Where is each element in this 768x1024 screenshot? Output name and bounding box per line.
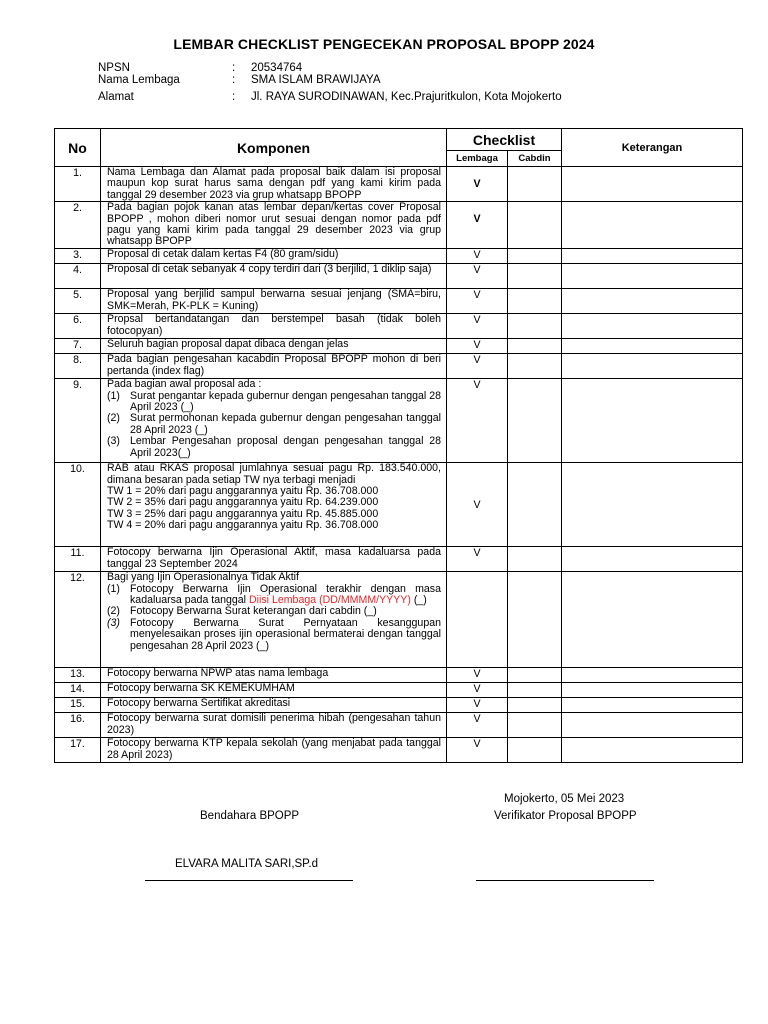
signer-role-left: Bendahara BPOPP <box>200 810 300 822</box>
signing-date: Mojokerto, 05 Mei 2023 <box>504 793 625 805</box>
lembaga-check: V <box>447 202 508 249</box>
lembaga-check: V <box>447 738 508 763</box>
keterangan-cell <box>562 572 743 668</box>
cabdin-check <box>508 379 562 463</box>
lembaga-check: V <box>447 463 508 547</box>
keterangan-cell <box>562 202 743 249</box>
keterangan-cell <box>562 547 743 572</box>
table-row: 11. Fotocopy berwarna Ijin Operasional Aktif, masa kadaluarsa pada tanggal 23 September 2024 V <box>55 547 743 572</box>
table-row: 7. Seluruh bagian proposal dapat dibaca dengan jelas V <box>55 339 743 354</box>
cabdin-check <box>508 202 562 249</box>
table-row: 9. Pada bagian awal proposal ada : (1) Surat pengantar kepada gubernur dengan pengesahan tanggal 28 April 2023 (_) (2) Surat permohonan kepada gubernur dengan pengesahan tanggal 28 April 2023 (_) (3) Lembar Pengesahan proposal dengan pengesahan tanggal 28 April 2023(_) V <box>55 379 743 463</box>
keterangan-cell <box>562 738 743 763</box>
keterangan-cell <box>562 683 743 698</box>
header-lembaga: Lembaga <box>447 151 508 167</box>
signature-line-right <box>476 880 654 881</box>
table-row: 10. RAB atau RKAS proposal jumlahnya sesuai pagu Rp. 183.540.000, dimana besaran pada setiap TW nya terbagi menjadi TW 1 = 20% dari pagu anggarannya yaitu Rp. 36.708.000 TW 2 = 35% dari pagu anggarannya yaitu Rp. 64.239.000 TW 3 = 25% dari pagu anggarannya yaitu Rp. 45.885.000 TW 4 = 20% dari pagu anggarannya yaitu Rp. 36.708.000 V <box>55 463 743 547</box>
keterangan-cell <box>562 713 743 738</box>
cabdin-check <box>508 289 562 314</box>
lembaga-check: V <box>447 289 508 314</box>
keterangan-cell <box>562 289 743 314</box>
cabdin-check <box>508 167 562 202</box>
lembaga-check: V <box>447 354 508 379</box>
header-no: No <box>55 129 101 167</box>
header-cabdin: Cabdin <box>508 151 562 167</box>
sub-list <box>107 391 441 459</box>
cabdin-check <box>508 547 562 572</box>
list-item: (1) Fotocopy Berwarna Ijin Operasional terakhir dengan masa kadaluarsa pada tanggal Diisi Lembaga (DD/MMMM/YYYY) (_) <box>107 582 441 607</box>
cabdin-check <box>508 572 562 668</box>
list-item: (3) Lembar Pengesahan proposal dengan pengesahan tanggal 28 April 2023(_) <box>107 435 441 459</box>
table-row: 1. Nama Lembaga dan Alamat pada proposal baik dalam isi proposal maupun kop surat harus sama dengan pdf yang kami kirim pada tanggal 29 desember 2023 via grup whatsapp BPOPP V <box>55 167 743 202</box>
lembaga-check: V <box>447 264 508 289</box>
cabdin-check <box>508 738 562 763</box>
cabdin-check <box>508 683 562 698</box>
table-row: 12. Bagi yang Ijin Operasionalnya Tidak Aktif (1) Fotocopy Berwarna Ijin Operasional terakhir dengan masa kadaluarsa pada tanggal Diisi Lembaga (DD/MMMM/YYYY) (_) (2) Fotocopy Berwarna Surat keterangan dari cabdin (_) (3) Fotocopy Berwarna Surat Pernyataan kesanggupan menyelesaikan proses ijin operasional bermaterai dengan tanggal pengesahan 28 April 2023 (_) <box>55 572 743 668</box>
lembaga-check: V <box>447 167 508 202</box>
signer-role-right: Verifikator Proposal BPOPP <box>494 810 637 822</box>
table-row: 14. Fotocopy berwarna SK KEMEKUMHAM V <box>55 683 743 698</box>
sub-list <box>107 584 441 652</box>
lembaga-check: V <box>447 713 508 738</box>
cabdin-check <box>508 264 562 289</box>
cabdin-check <box>508 314 562 339</box>
list-item: (1) Surat pengantar kepada gubernur dengan pengesahan tanggal 28 April 2023 (_) <box>107 389 442 414</box>
keterangan-cell <box>562 314 743 339</box>
list-item: (3) Fotocopy Berwarna Surat Pernyataan kesanggupan menyelesaikan proses ijin operasional bermaterai dengan tanggal pengesahan 28 April 2023 (_) <box>107 616 441 652</box>
list-item: (2) Fotocopy Berwarna Surat keterangan dari cabdin (_) <box>107 605 377 618</box>
lembaga-check <box>447 572 508 668</box>
lembaga-check: V <box>447 314 508 339</box>
table-row: 16. Fotocopy berwarna surat domisili penerima hibah (pengesahan tahun 2023) V <box>55 713 743 738</box>
keterangan-cell <box>562 379 743 463</box>
header-keterangan: Keterangan <box>562 129 743 167</box>
cabdin-check <box>508 463 562 547</box>
keterangan-cell <box>562 167 743 202</box>
table-row: 8. Pada bagian pengesahan kacabdin Proposal BPOPP mohon di beri pertanda (index flag) V <box>55 354 743 379</box>
lembaga-check: V <box>447 698 508 713</box>
placeholder-date: Diisi Lembaga (DD/MMMM/YYYY) <box>249 594 411 607</box>
table-row: 4. Proposal di cetak sebanyak 4 copy terdiri dari (3 berjilid, 1 diklip saja) V <box>55 264 743 289</box>
table-row: 15. Fotocopy berwarna Sertifikat akreditasi V <box>55 698 743 713</box>
checklist-table <box>54 128 743 763</box>
table-row: 17. Fotocopy berwarna KTP kepala sekolah (yang menjabat pada tanggal 28 April 2023) V <box>55 738 743 763</box>
cabdin-check <box>508 698 562 713</box>
keterangan-cell <box>562 668 743 683</box>
page-title: LEMBAR CHECKLIST PENGECEKAN PROPOSAL BPOPP 2024 <box>173 36 595 52</box>
table-row: 3. Proposal di cetak dalam kertas F4 (80 gram/sidu) V <box>55 249 743 264</box>
signer-name-left: ELVARA MALITA SARI,SP.d <box>175 858 318 870</box>
keterangan-cell <box>562 249 743 264</box>
lembaga-check: V <box>447 547 508 572</box>
cabdin-check <box>508 249 562 264</box>
table-row: 5. Proposal yang berjilid sampul berwarna sesuai jenjang (SMA=biru, SMK=Merah, PK-PLK = Kuning) V <box>55 289 743 314</box>
keterangan-cell <box>562 463 743 547</box>
header-row <box>55 129 743 151</box>
header-checklist: Checklist <box>447 129 562 151</box>
cabdin-check <box>508 713 562 738</box>
keterangan-cell <box>562 354 743 379</box>
lembaga-check: V <box>447 379 508 463</box>
keterangan-cell <box>562 264 743 289</box>
keterangan-cell <box>562 339 743 354</box>
keterangan-cell <box>562 698 743 713</box>
table-row: 6. Propsal bertandatangan dan berstempel basah (tidak boleh fotocopyan) V <box>55 314 743 339</box>
table-row: 13. Fotocopy berwarna NPWP atas nama lembaga V <box>55 668 743 683</box>
header-komponen: Komponen <box>101 129 447 167</box>
table-row: 2. Pada bagian pojok kanan atas lembar depan/kertas cover Proposal BPOPP , mohon diberi nomor urut sesuai dengan nomor pada pdf pagu yang kami kirim pada tanggal 29 desember 2023 via grup whatsapp BPOPP V <box>55 202 743 249</box>
cabdin-check <box>508 354 562 379</box>
signature-line-left <box>145 880 353 881</box>
lembaga-check: V <box>447 249 508 264</box>
lembaga-check: V <box>447 668 508 683</box>
lembaga-check: V <box>447 339 508 354</box>
lembaga-check: V <box>447 683 508 698</box>
cabdin-check <box>508 339 562 354</box>
cabdin-check <box>508 668 562 683</box>
list-item: (2) Surat permohonan kepada gubernur dengan pengesahan tanggal 28 April 2023 (_) <box>107 412 441 436</box>
